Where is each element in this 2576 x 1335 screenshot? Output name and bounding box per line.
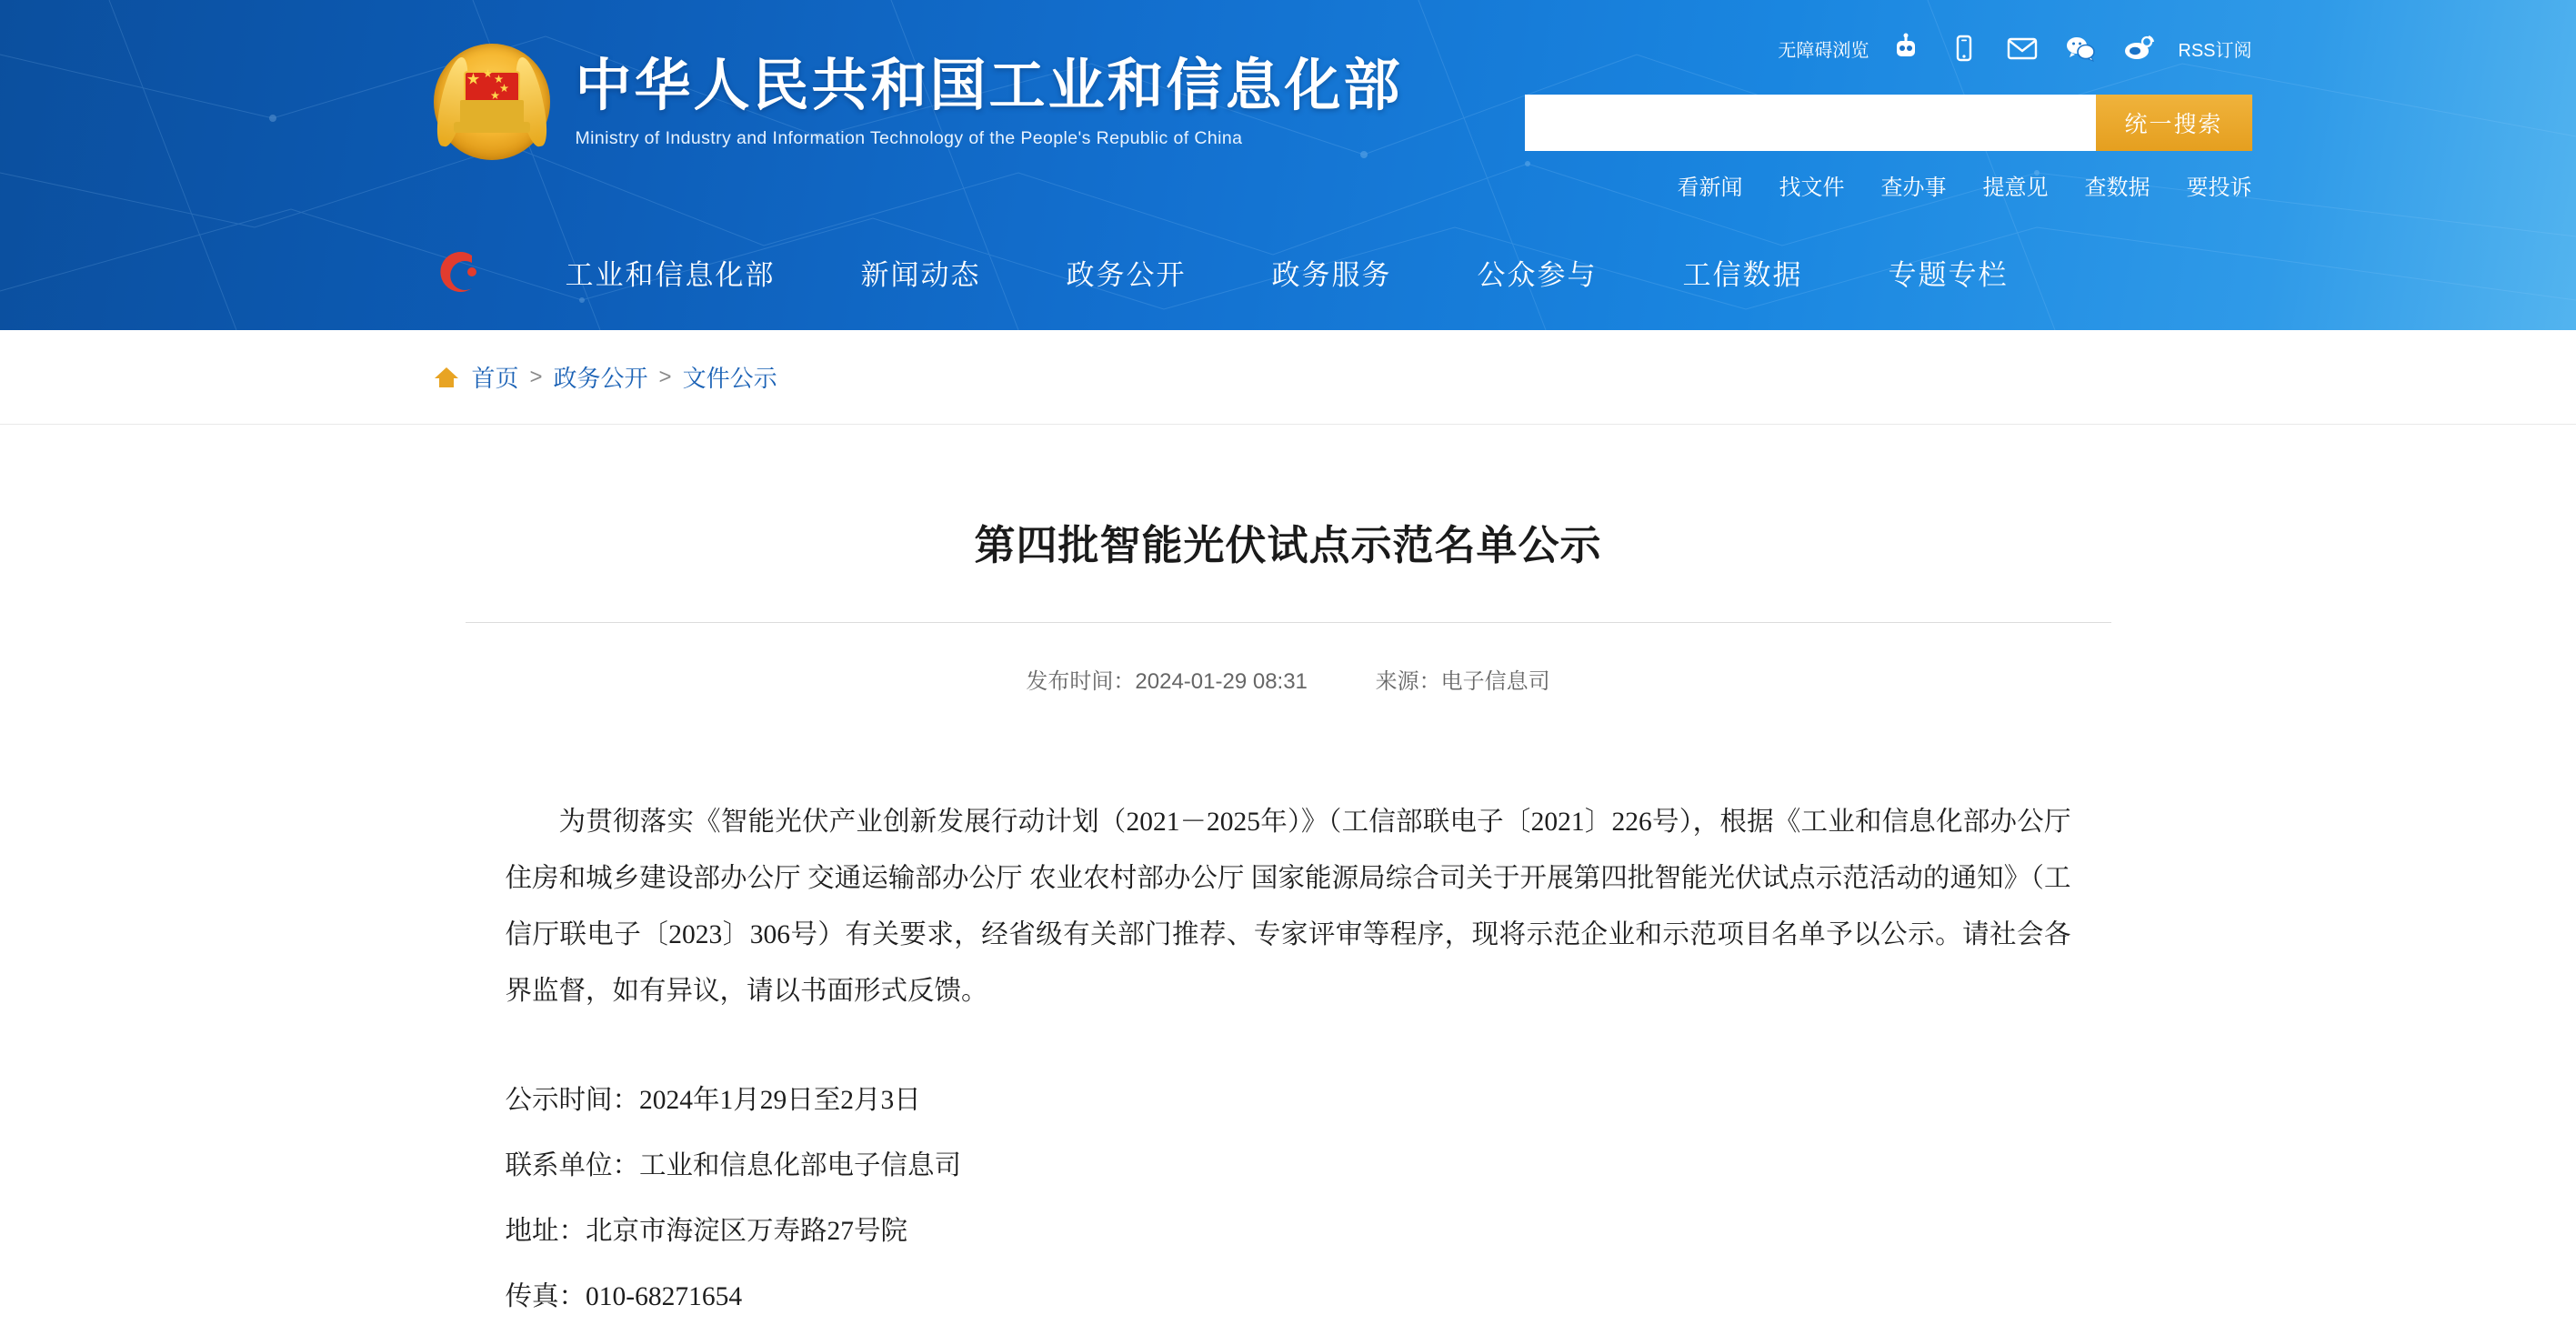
quick-links [1678, 169, 2252, 201]
wechat-icon[interactable] [2060, 31, 2101, 65]
nav-item-special-topics[interactable]: 专题专栏 [1888, 258, 2009, 291]
article-contact-block [506, 1073, 2071, 1326]
contact-line-unit: 联系单位：工业和信息化部电子信息司 [505, 1150, 962, 1180]
article-body [466, 795, 2111, 1326]
quick-link-news[interactable]: 看新闻 [1677, 176, 1743, 200]
search-button[interactable]: 统一搜索 [2096, 95, 2252, 151]
contact-line-fax: 传真：010-68271654 [505, 1281, 743, 1311]
site-title-en: Ministry of Industry and Information Technology of the People's Republic of China [575, 128, 1243, 149]
breadcrumb-item-government-affairs[interactable]: 政务公开 [553, 365, 648, 392]
main-navigation [434, 233, 2270, 311]
contact-line-address: 地址：北京市海淀区万寿路27号院 [505, 1216, 908, 1246]
mobile-phone-icon[interactable] [1943, 31, 1985, 65]
article-meta [466, 622, 2111, 695]
article [466, 425, 2111, 1326]
breadcrumb [161, 330, 2416, 424]
article-source [1376, 669, 1550, 694]
quick-link-data[interactable]: 查数据 [2084, 176, 2150, 200]
breadcrumb-bar [0, 330, 2576, 425]
nav-item-public-participation[interactable]: 公众参与 [1477, 258, 1598, 291]
search-input[interactable] [1525, 95, 2096, 151]
nav-item-government-services[interactable]: 政务服务 [1271, 258, 1392, 291]
nav-item-ministry[interactable]: 工业和信息化部 [565, 258, 776, 291]
source-value: 电子信息司 [1440, 669, 1550, 694]
quick-link-suggestions[interactable]: 提意见 [1982, 176, 2049, 200]
quick-link-documents[interactable]: 找文件 [1779, 176, 1845, 200]
nav-item-government-affairs[interactable]: 政务公开 [1066, 258, 1187, 291]
miit-logo-icon[interactable] [434, 243, 492, 301]
nav-item-news[interactable]: 新闻动态 [860, 258, 981, 291]
breadcrumb-item-document-notice[interactable]: 文件公示 [682, 365, 777, 392]
search-bar[interactable] [1525, 95, 2252, 151]
weibo-icon[interactable] [2118, 31, 2160, 65]
page-title: 第四批智能光伏试点示范名单公示 [974, 522, 1602, 568]
site-title-cn: 中华人民共和国工业和信息化部 [575, 55, 1403, 117]
publish-time [1026, 669, 1313, 694]
breadcrumb-separator: > [658, 364, 672, 389]
accessibility-robot-icon[interactable] [1885, 31, 1927, 65]
email-icon[interactable] [2001, 31, 2043, 65]
publish-time-value: 2024-01-29 08:31 [1135, 669, 1308, 694]
breadcrumb-item-home[interactable]: 首页 [471, 365, 519, 392]
site-brand[interactable] [434, 44, 1403, 160]
utility-row [1778, 31, 2251, 65]
accessibility-label[interactable]: 无障碍浏览 [1778, 40, 1869, 61]
site-header [0, 0, 2576, 330]
rss-subscribe-link[interactable]: RSS订阅 [2178, 40, 2252, 61]
home-icon[interactable] [434, 366, 459, 389]
publish-time-label: 发布时间： [1026, 669, 1136, 694]
quick-link-services[interactable]: 查办事 [1880, 176, 1947, 200]
article-paragraph-1: 为贯彻落实《智能光伏产业创新发展行动计划（2021－2025年）》（工信部联电子〔2021〕226号），根据《工业和信息化部办公厅 住房和城乡建设部办公厅 交通运输部办公厅 农业农村部办公厅 国家能源局综合司关于开展第四批智能光伏试点示范活动的通知》（工信厅联电子〔2023〕306号）有关要求，经省级有关部门推荐、专家评审等程序，现将示范企业和示范项目名单予以公示。请社会各界监督，如有异议，请以书面形式反馈。 [505, 808, 2071, 1006]
quick-link-complaints[interactable]: 要投诉 [2186, 176, 2252, 200]
source-label: 来源： [1375, 669, 1441, 694]
breadcrumb-separator: > [529, 364, 543, 389]
nav-item-industry-data[interactable]: 工信数据 [1682, 258, 1803, 291]
national-emblem-icon [434, 44, 550, 160]
contact-line-publicity-period: 公示时间：2024年1月29日至2月3日 [505, 1085, 921, 1115]
